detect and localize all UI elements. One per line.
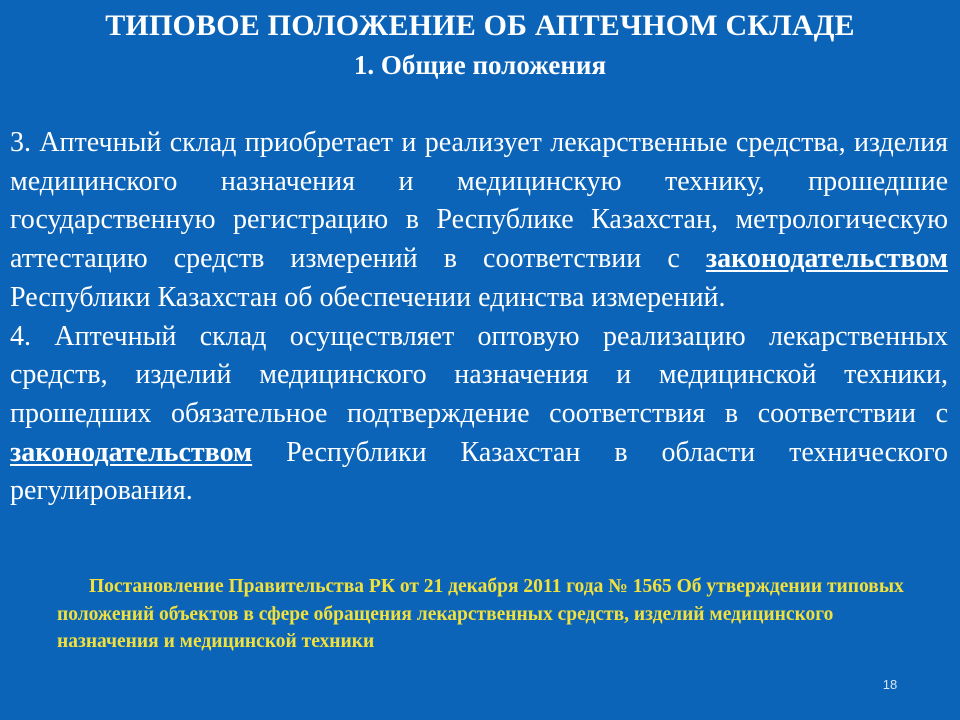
- paragraph-4: [10, 318, 948, 512]
- slide-title: ТИПОВОЕ ПОЛОЖЕНИЕ ОБ АПТЕЧНОМ СКЛАДЕ: [105, 9, 855, 42]
- paragraph-3-text-before: 3. Аптечный склад приобретает и реализует лекарственные средства, изделия медицинского назначения и медицинскую технику, прошедшие государственную регистрацию в Республике Казахстан, метрологическую аттестацию средств измерений в соответствии с: [10, 127, 948, 275]
- citation-text: Постановление Правительства РК от 21 декабря 2011 года № 1565 Об утверждении типовых положений объектов в сфере обращения лекарственных средств, изделий медицинского назначения и медицинской техники: [57, 576, 904, 652]
- paragraph-4-text-after: Республики Казахстан в области технического регулирования.: [10, 436, 948, 507]
- page-number: 18: [882, 677, 898, 692]
- legislation-link-1[interactable]: законодательством: [705, 243, 948, 275]
- body-text: [10, 124, 948, 511]
- legislation-link-2[interactable]: законодательством: [10, 436, 253, 468]
- paragraph-4-text-before: 4. Аптечный склад осуществляет оптовую реализацию лекарственных средств, изделий медицинского назначения и медицинской техники, прошедших обязательное подтверждение соответствия в соответствии с: [10, 320, 948, 429]
- paragraph-3: [10, 124, 948, 318]
- citation: [57, 573, 937, 656]
- slide-subtitle: 1. Общие положения: [353, 50, 607, 80]
- paragraph-3-text-after: Республики Казахстан об обеспечении единства измерений.: [10, 281, 726, 313]
